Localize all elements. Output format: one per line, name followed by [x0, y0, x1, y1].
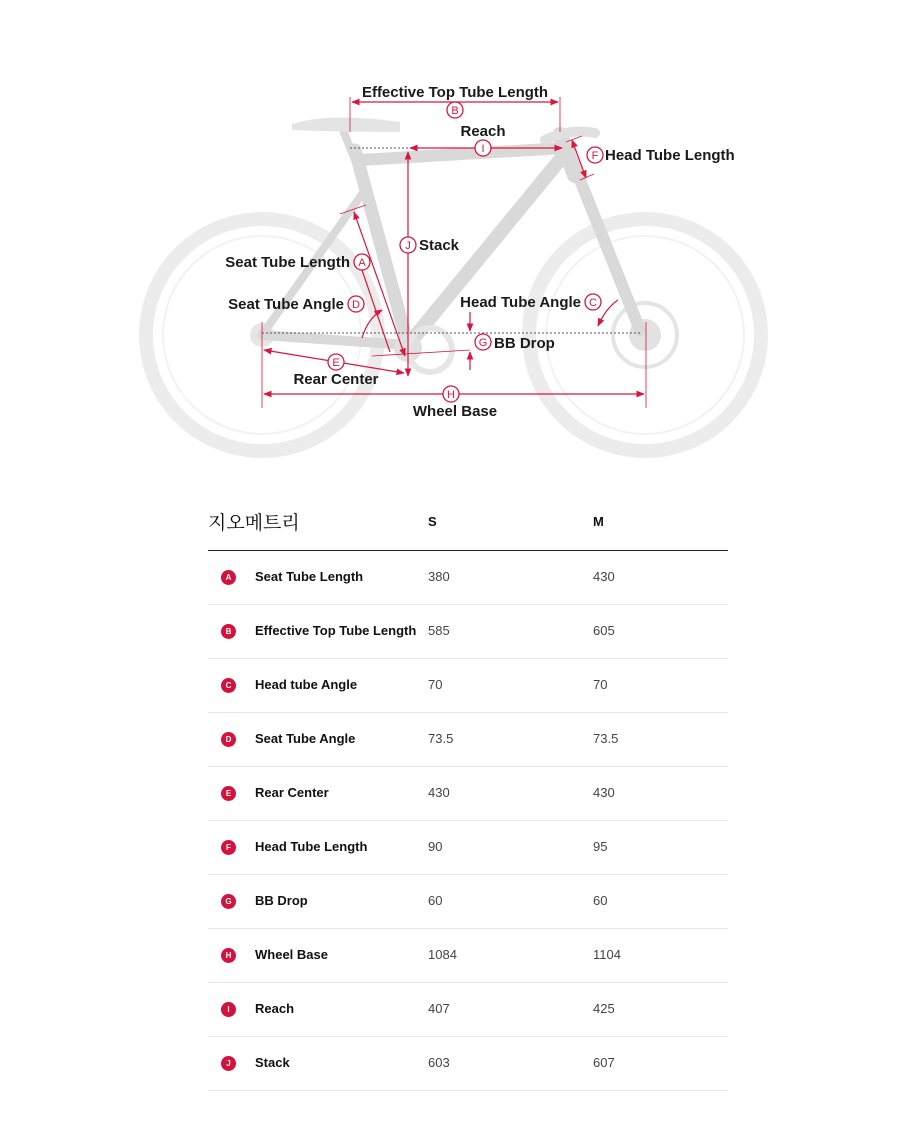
column-header-m: M — [593, 514, 604, 529]
row-parameter-name: Seat Tube Length — [255, 569, 364, 584]
svg-text:H: H — [447, 389, 455, 401]
table-row — [208, 659, 728, 713]
row-badge: A — [221, 570, 236, 585]
table-row — [208, 983, 728, 1037]
row-value-m: 60 — [593, 893, 608, 908]
svg-text:C: C — [589, 297, 597, 309]
row-value-m: 430 — [593, 785, 615, 800]
row-value-m: 73.5 — [593, 731, 619, 746]
marker-i — [475, 140, 491, 156]
row-value-m: 605 — [593, 623, 615, 638]
table-row — [208, 875, 728, 929]
row-badge: E — [221, 786, 236, 801]
label-head-tube-length: Head Tube Length — [605, 147, 735, 164]
marker-f — [587, 147, 603, 163]
label-wheel-base: Wheel Base — [412, 403, 498, 420]
row-value-s: 585 — [428, 623, 450, 638]
svg-text:G: G — [478, 337, 488, 349]
table-row — [208, 713, 728, 767]
row-value-m: 70 — [593, 677, 608, 692]
row-parameter-name: Effective Top Tube Length — [255, 623, 417, 638]
row-badge: I — [221, 1002, 236, 1017]
front-wheel — [529, 219, 761, 451]
table-row — [208, 821, 728, 875]
table-row — [208, 767, 728, 821]
row-value-m: 425 — [593, 1001, 615, 1016]
row-parameter-name: Wheel Base — [255, 947, 328, 962]
svg-text:F: F — [591, 150, 599, 162]
row-badge: H — [221, 948, 236, 963]
row-parameter-name: Head tube Angle — [255, 677, 358, 692]
row-badge: F — [221, 840, 236, 855]
row-value-s: 603 — [428, 1055, 450, 1070]
svg-text:I: I — [481, 143, 485, 155]
label-bb-drop: BB Drop — [494, 335, 555, 352]
handlebar — [545, 132, 595, 140]
row-value-s: 407 — [428, 1001, 450, 1016]
row-value-s: 380 — [428, 569, 450, 584]
row-badge: G — [221, 894, 236, 909]
marker-c — [585, 294, 601, 310]
row-value-s: 1084 — [428, 947, 457, 962]
row-value-s: 73.5 — [428, 731, 454, 746]
table-header — [208, 498, 728, 551]
geometry-table — [208, 498, 728, 1091]
label-rear-center: Rear Center — [293, 371, 379, 388]
svg-text:E: E — [332, 357, 340, 369]
column-header-s: S — [428, 514, 437, 529]
svg-text:A: A — [358, 257, 366, 269]
table-row — [208, 605, 728, 659]
row-parameter-name: Seat Tube Angle — [255, 731, 356, 746]
label-head-tube-angle: Head Tube Angle — [460, 294, 581, 311]
label-reach: Reach — [460, 123, 506, 140]
row-parameter-name: Stack — [255, 1055, 290, 1070]
row-badge: J — [221, 1056, 236, 1071]
row-badge: B — [221, 624, 236, 639]
marker-e — [328, 354, 344, 370]
table-title: 지오메트리 — [208, 513, 300, 534]
row-parameter-name: BB Drop — [255, 893, 308, 908]
row-value-s: 430 — [428, 785, 450, 800]
svg-text:B: B — [451, 105, 459, 117]
saddle — [292, 117, 400, 132]
row-badge: D — [221, 732, 236, 747]
row-badge: C — [221, 678, 236, 693]
marker-h — [443, 386, 459, 402]
bike-geometry-diagram — [0, 0, 920, 470]
marker-j — [400, 237, 416, 253]
row-value-m: 607 — [593, 1055, 615, 1070]
row-parameter-name: Head Tube Length — [255, 839, 368, 854]
label-effective-top-tube: Effective Top Tube Length — [361, 84, 549, 101]
marker-g — [475, 334, 491, 350]
svg-text:J: J — [405, 240, 411, 252]
marker-a — [354, 254, 370, 270]
table-row — [208, 1037, 728, 1091]
table-row — [208, 929, 728, 983]
row-parameter-name: Reach — [255, 1001, 295, 1016]
label-seat-tube-angle: Seat Tube Angle — [228, 296, 344, 313]
row-value-m: 1104 — [593, 947, 621, 962]
row-value-m: 430 — [593, 569, 615, 584]
row-value-m: 95 — [593, 839, 608, 854]
label-stack: Stack — [419, 237, 460, 254]
marker-d — [348, 296, 364, 312]
table-row — [208, 551, 728, 605]
marker-b — [447, 102, 463, 118]
row-value-s: 90 — [428, 839, 443, 854]
row-value-s: 60 — [428, 893, 443, 908]
row-value-s: 70 — [428, 677, 443, 692]
row-parameter-name: Rear Center — [255, 785, 329, 800]
label-seat-tube-length: Seat Tube Length — [225, 254, 350, 271]
svg-text:D: D — [352, 299, 360, 311]
